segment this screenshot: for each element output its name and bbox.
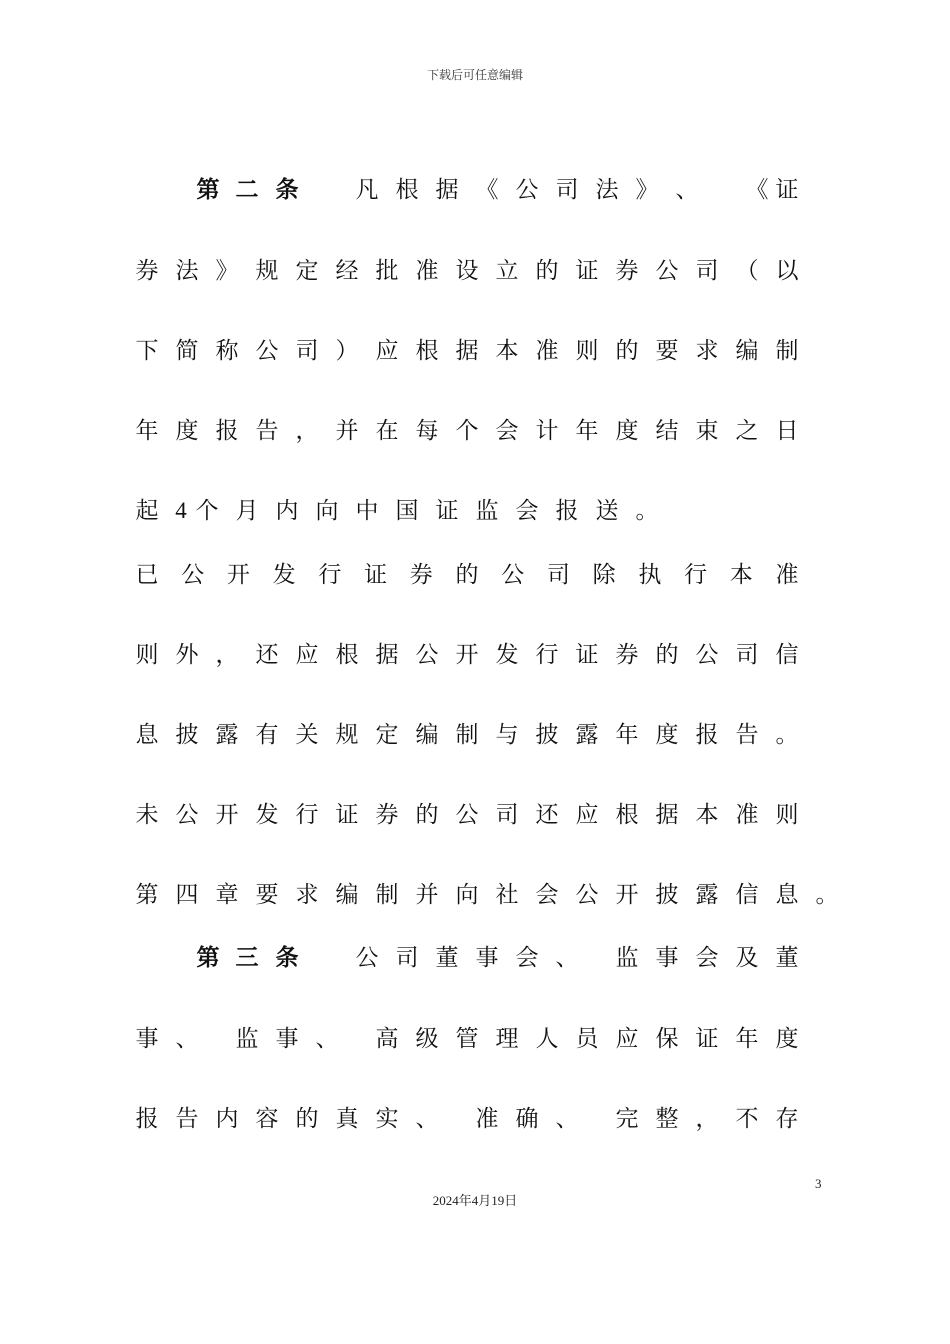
text-char: （ <box>735 258 759 284</box>
text-char: 证 <box>364 562 388 588</box>
text-char: 的 <box>455 562 479 588</box>
page-header: 下载后可任意编辑 <box>426 68 523 82</box>
text-char: 开 <box>615 882 639 908</box>
text-char: 会 <box>495 418 519 444</box>
text-char: 度 <box>175 418 199 444</box>
text-char: 关 <box>295 722 319 748</box>
text-char: 下 <box>135 338 159 364</box>
text-char: 章 <box>215 882 239 908</box>
text-char: 行 <box>684 562 708 588</box>
text-char: 不 <box>735 1106 759 1132</box>
text-char: 证 <box>575 642 599 668</box>
text-char: 事 <box>135 1026 159 1052</box>
text-char: 确 <box>515 1106 539 1132</box>
text-char: 券 <box>135 258 159 284</box>
text-char: 告 <box>175 1106 199 1132</box>
text-char: 证 <box>435 498 459 524</box>
text-char: 行 <box>318 562 342 588</box>
text-char: 年 <box>575 418 599 444</box>
text-char: 定 <box>375 722 399 748</box>
text-char: 则 <box>575 338 599 364</box>
text-char: 行 <box>295 802 319 828</box>
text-char: 则 <box>135 642 159 668</box>
text-char: ） <box>335 338 359 364</box>
text-char: 会 <box>515 498 539 524</box>
text-char: 应 <box>295 642 319 668</box>
text-char: 制 <box>775 338 799 364</box>
text-char: 立 <box>495 258 519 284</box>
text-char: ， <box>295 418 319 444</box>
text-char: 简 <box>175 338 199 364</box>
text-char: 露 <box>575 722 599 748</box>
text-char: 人 <box>535 1026 559 1052</box>
text-char: 日 <box>775 418 799 444</box>
text-char: 公 <box>175 802 199 828</box>
text-char: 执 <box>638 562 662 588</box>
text-char: 在 <box>375 418 399 444</box>
text-char: 披 <box>655 882 679 908</box>
text-char: 之 <box>735 418 759 444</box>
text-char: 司 <box>555 177 579 203</box>
text-char: 起 <box>135 498 159 524</box>
text-char: 真 <box>335 1106 359 1132</box>
text-char: 年 <box>615 722 639 748</box>
text-char: 公 <box>181 562 205 588</box>
text-char: 》 <box>215 258 239 284</box>
text-char: 规 <box>335 722 359 748</box>
text-char: 司 <box>395 945 419 971</box>
text-char: 公 <box>695 642 719 668</box>
text-line <box>0 635 950 675</box>
text-char: 信 <box>775 642 799 668</box>
text-line <box>0 795 950 835</box>
text-char: 行 <box>535 642 559 668</box>
text-char: 会 <box>695 945 719 971</box>
text-char: 准 <box>775 562 799 588</box>
text-char: 个 <box>195 498 219 524</box>
text-char: 度 <box>775 1026 799 1052</box>
text-char: 经 <box>335 258 359 284</box>
text-char: 批 <box>375 258 399 284</box>
text-char: 开 <box>215 802 239 828</box>
text-line <box>0 411 950 451</box>
text-char: 。 <box>775 722 799 748</box>
text-char: 券 <box>409 562 433 588</box>
text-char: 第 <box>196 945 220 971</box>
text-char: 证 <box>695 1026 719 1052</box>
text-char: 事 <box>275 1026 299 1052</box>
text-char: 、 <box>675 177 699 203</box>
text-char: 会 <box>515 945 539 971</box>
text-char: 准 <box>535 338 559 364</box>
text-char: 凡 <box>355 177 379 203</box>
text-char: 、 <box>175 1026 199 1052</box>
text-char: 。 <box>635 498 659 524</box>
text-char: ， <box>215 642 239 668</box>
text-line <box>0 555 950 595</box>
page-footer-date: 2024年4月19日 <box>432 1193 518 1208</box>
text-char: 三 <box>235 945 259 971</box>
text-char: 向 <box>455 882 479 908</box>
text-char: 司 <box>735 642 759 668</box>
text-char: 司 <box>495 802 519 828</box>
text-char: 监 <box>235 1026 259 1052</box>
text-char: 《 <box>475 177 499 203</box>
text-char: 称 <box>215 338 239 364</box>
text-line <box>0 331 950 371</box>
text-char: 未 <box>135 802 159 828</box>
text-char: 、 <box>555 945 579 971</box>
text-char: 设 <box>455 258 479 284</box>
text-char: 据 <box>655 802 679 828</box>
text-char: 根 <box>395 177 419 203</box>
text-char: 要 <box>655 338 679 364</box>
text-char: 已 <box>135 562 159 588</box>
text-line <box>0 251 950 291</box>
text-char: 、 <box>555 1106 579 1132</box>
text-char: 还 <box>255 642 279 668</box>
text-char: 息 <box>135 722 159 748</box>
text-char: 内 <box>275 498 299 524</box>
text-char: 结 <box>655 418 679 444</box>
text-char: 制 <box>455 722 479 748</box>
text-char: 4 <box>175 498 187 523</box>
text-char: 露 <box>215 722 239 748</box>
text-char: 个 <box>455 418 479 444</box>
text-char: 的 <box>655 642 679 668</box>
text-char: 法 <box>595 177 619 203</box>
text-char: 根 <box>335 642 359 668</box>
text-line <box>0 1019 950 1059</box>
text-char: 应 <box>575 802 599 828</box>
text-char: 公 <box>655 258 679 284</box>
text-char: 本 <box>695 802 719 828</box>
text-char: ， <box>695 1106 719 1132</box>
text-char: 的 <box>295 1106 319 1132</box>
text-char: 级 <box>415 1026 439 1052</box>
text-char: 开 <box>226 562 250 588</box>
text-char: 保 <box>655 1026 679 1052</box>
text-char: 司 <box>295 338 319 364</box>
text-char: 要 <box>255 882 279 908</box>
text-char: 报 <box>695 722 719 748</box>
text-char: 条 <box>275 945 299 971</box>
text-char: 的 <box>535 258 559 284</box>
text-char: 中 <box>355 498 379 524</box>
text-char: 董 <box>775 945 799 971</box>
text-char: 及 <box>735 945 759 971</box>
text-char: 发 <box>495 642 519 668</box>
text-char: 实 <box>375 1106 399 1132</box>
text-char: 据 <box>455 338 479 364</box>
text-line <box>0 938 950 978</box>
text-char: 定 <box>295 258 319 284</box>
text-char: 事 <box>475 945 499 971</box>
text-char: 根 <box>415 338 439 364</box>
text-char: 条 <box>275 177 299 203</box>
text-char: 规 <box>255 258 279 284</box>
text-line <box>0 1099 950 1139</box>
text-char: 理 <box>495 1026 519 1052</box>
text-char: 还 <box>535 802 559 828</box>
text-char: 券 <box>375 802 399 828</box>
text-char: 券 <box>615 642 639 668</box>
text-char: 每 <box>415 418 439 444</box>
text-char: 司 <box>546 562 570 588</box>
text-char: 据 <box>435 177 459 203</box>
text-char: 准 <box>735 802 759 828</box>
text-char: 披 <box>175 722 199 748</box>
text-char: 监 <box>615 945 639 971</box>
text-char: 年 <box>135 418 159 444</box>
text-char: 第 <box>135 882 159 908</box>
text-char: 公 <box>575 882 599 908</box>
text-char: 与 <box>495 722 519 748</box>
text-char: 度 <box>655 722 679 748</box>
text-char: 月 <box>235 498 259 524</box>
text-char: 求 <box>295 882 319 908</box>
text-char: 求 <box>695 338 719 364</box>
text-char: 并 <box>415 882 439 908</box>
text-char: 本 <box>729 562 753 588</box>
text-char: 披 <box>535 722 559 748</box>
text-char: 公 <box>415 642 439 668</box>
text-char: 四 <box>175 882 199 908</box>
text-char: 公 <box>501 562 525 588</box>
text-char: 员 <box>575 1026 599 1052</box>
text-char: 露 <box>695 882 719 908</box>
text-char: 向 <box>315 498 339 524</box>
text-char: 第 <box>196 177 220 203</box>
text-char: 应 <box>615 1026 639 1052</box>
text-char: 送 <box>595 498 619 524</box>
text-char: 整 <box>655 1106 679 1132</box>
text-char: 容 <box>255 1106 279 1132</box>
text-char: 开 <box>455 642 479 668</box>
text-char: 公 <box>355 945 379 971</box>
text-char: 高 <box>375 1026 399 1052</box>
text-char: 息 <box>775 882 799 908</box>
text-char: 报 <box>135 1106 159 1132</box>
text-char: 编 <box>735 338 759 364</box>
text-line <box>0 875 950 915</box>
text-char: 外 <box>175 642 199 668</box>
text-char: 会 <box>535 882 559 908</box>
text-char: 计 <box>535 418 559 444</box>
text-line <box>0 491 950 531</box>
text-char: 监 <box>475 498 499 524</box>
text-char: 《 <box>745 177 769 203</box>
text-char: 除 <box>592 562 616 588</box>
text-line <box>0 715 950 755</box>
text-char: 公 <box>255 338 279 364</box>
text-char: 准 <box>475 1106 499 1132</box>
text-char: 二 <box>235 177 259 203</box>
text-char: 年 <box>735 1026 759 1052</box>
text-char: 公 <box>455 802 479 828</box>
text-char: 证 <box>335 802 359 828</box>
text-char: 告 <box>255 418 279 444</box>
text-char: 据 <box>375 642 399 668</box>
text-char: 报 <box>215 418 239 444</box>
text-char: 以 <box>775 258 799 284</box>
text-char: 司 <box>695 258 719 284</box>
text-char: 社 <box>495 882 519 908</box>
text-char: 管 <box>455 1026 479 1052</box>
text-char: 度 <box>615 418 639 444</box>
text-char: 的 <box>415 802 439 828</box>
text-char: 准 <box>415 258 439 284</box>
text-char: 根 <box>615 802 639 828</box>
text-char: 的 <box>615 338 639 364</box>
text-char: 公 <box>515 177 539 203</box>
text-char: 国 <box>395 498 419 524</box>
text-char: 证 <box>775 177 799 203</box>
text-char: 、 <box>415 1106 439 1132</box>
text-char: 发 <box>272 562 296 588</box>
text-char: 完 <box>615 1106 639 1132</box>
text-char: 存 <box>775 1106 799 1132</box>
text-char: 信 <box>735 882 759 908</box>
text-char: 应 <box>375 338 399 364</box>
page-number: 3 <box>815 1176 822 1191</box>
text-char: 内 <box>215 1106 239 1132</box>
text-char: 则 <box>775 802 799 828</box>
text-char: 报 <box>555 498 579 524</box>
text-char: 》 <box>635 177 659 203</box>
text-char: 事 <box>655 945 679 971</box>
text-char: 编 <box>335 882 359 908</box>
text-char: 有 <box>255 722 279 748</box>
text-char: 、 <box>315 1026 339 1052</box>
text-line <box>0 170 950 210</box>
text-char: 制 <box>375 882 399 908</box>
text-char: 证 <box>575 258 599 284</box>
text-char: 法 <box>175 258 199 284</box>
text-char: 告 <box>735 722 759 748</box>
text-char: 董 <box>435 945 459 971</box>
text-char: 发 <box>255 802 279 828</box>
text-char: 本 <box>495 338 519 364</box>
text-char: 。 <box>815 882 839 908</box>
text-char: 并 <box>335 418 359 444</box>
text-char: 编 <box>415 722 439 748</box>
text-char: 券 <box>615 258 639 284</box>
text-char: 束 <box>695 418 719 444</box>
